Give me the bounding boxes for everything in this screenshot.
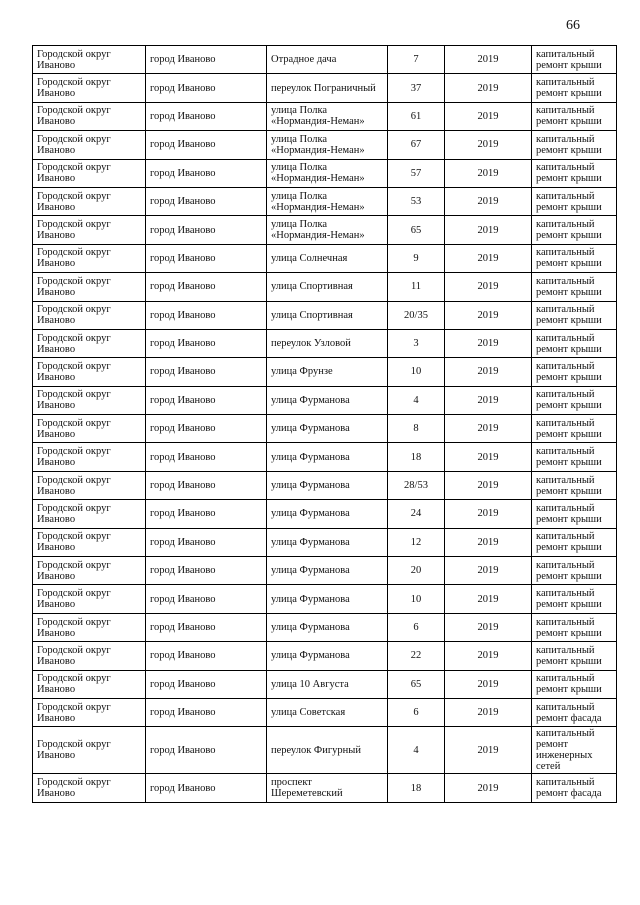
year-cell: 2019	[445, 74, 532, 102]
street-cell: улица Фурманова	[267, 415, 388, 443]
district-cell: Городской округ Иваново	[33, 329, 146, 357]
city-cell: город Иваново	[146, 471, 267, 499]
table-row	[33, 74, 617, 102]
year-cell: 2019	[445, 102, 532, 130]
house-number-cell: 12	[388, 528, 445, 556]
table-row	[33, 301, 617, 329]
table-row	[33, 415, 617, 443]
work-type-cell: капитальный ремонт крыши	[532, 329, 617, 357]
house-number-cell: 4	[388, 386, 445, 414]
work-type-cell: капитальный ремонт крыши	[532, 670, 617, 698]
house-number-cell: 10	[388, 585, 445, 613]
work-type-cell: капитальный ремонт крыши	[532, 386, 617, 414]
year-cell: 2019	[445, 500, 532, 528]
city-cell: город Иваново	[146, 642, 267, 670]
year-cell: 2019	[445, 329, 532, 357]
work-type-cell: капитальный ремонт крыши	[532, 131, 617, 159]
work-type-cell: капитальный ремонт крыши	[532, 102, 617, 130]
work-type-cell: капитальный ремонт крыши	[532, 358, 617, 386]
year-cell: 2019	[445, 613, 532, 641]
district-cell: Городской округ Иваново	[33, 386, 146, 414]
year-cell: 2019	[445, 471, 532, 499]
street-cell: улица Фурманова	[267, 528, 388, 556]
year-cell: 2019	[445, 557, 532, 585]
table-row	[33, 329, 617, 357]
table-row	[33, 557, 617, 585]
city-cell: город Иваново	[146, 74, 267, 102]
work-type-cell: капитальный ремонт крыши	[532, 528, 617, 556]
district-cell: Городской округ Иваново	[33, 131, 146, 159]
district-cell: Городской округ Иваново	[33, 46, 146, 74]
district-cell: Городской округ Иваново	[33, 774, 146, 802]
table-row	[33, 187, 617, 215]
work-type-cell: капитальный ремонт крыши	[532, 471, 617, 499]
street-cell: улица Фурманова	[267, 386, 388, 414]
street-cell: улица Полка «Нормандия-Неман»	[267, 102, 388, 130]
table-row	[33, 131, 617, 159]
work-type-cell: капитальный ремонт фасада	[532, 774, 617, 802]
year-cell: 2019	[445, 727, 532, 774]
city-cell: город Иваново	[146, 528, 267, 556]
table-row	[33, 102, 617, 130]
house-number-cell: 24	[388, 500, 445, 528]
house-number-cell: 65	[388, 216, 445, 244]
city-cell: город Иваново	[146, 727, 267, 774]
table-row	[33, 613, 617, 641]
house-number-cell: 7	[388, 46, 445, 74]
street-cell: улица Фурманова	[267, 642, 388, 670]
street-cell: улица Полка «Нормандия-Неман»	[267, 159, 388, 187]
table-row	[33, 670, 617, 698]
work-type-cell: капитальный ремонт крыши	[532, 613, 617, 641]
house-number-cell: 10	[388, 358, 445, 386]
city-cell: город Иваново	[146, 500, 267, 528]
house-number-cell: 57	[388, 159, 445, 187]
street-cell: улица Фурманова	[267, 613, 388, 641]
district-cell: Городской округ Иваново	[33, 273, 146, 301]
street-cell: улица Советская	[267, 698, 388, 726]
year-cell: 2019	[445, 131, 532, 159]
page-number: 66	[566, 18, 580, 33]
work-type-cell: капитальный ремонт крыши	[532, 642, 617, 670]
table-row	[33, 216, 617, 244]
work-type-cell: капитальный ремонт крыши	[532, 74, 617, 102]
work-type-cell: капитальный ремонт крыши	[532, 273, 617, 301]
work-type-cell: капитальный ремонт фасада	[532, 698, 617, 726]
year-cell: 2019	[445, 670, 532, 698]
city-cell: город Иваново	[146, 244, 267, 272]
city-cell: город Иваново	[146, 187, 267, 215]
work-type-cell: капитальный ремонт крыши	[532, 244, 617, 272]
house-number-cell: 6	[388, 698, 445, 726]
city-cell: город Иваново	[146, 557, 267, 585]
city-cell: город Иваново	[146, 585, 267, 613]
table-row	[33, 500, 617, 528]
district-cell: Городской округ Иваново	[33, 727, 146, 774]
district-cell: Городской округ Иваново	[33, 74, 146, 102]
district-cell: Городской округ Иваново	[33, 557, 146, 585]
table-row	[33, 386, 617, 414]
city-cell: город Иваново	[146, 698, 267, 726]
year-cell: 2019	[445, 528, 532, 556]
work-type-cell: капитальный ремонт крыши	[532, 557, 617, 585]
work-type-cell: капитальный ремонт крыши	[532, 443, 617, 471]
table-row	[33, 528, 617, 556]
house-number-cell: 4	[388, 727, 445, 774]
year-cell: 2019	[445, 216, 532, 244]
year-cell: 2019	[445, 46, 532, 74]
table-row	[33, 698, 617, 726]
year-cell: 2019	[445, 273, 532, 301]
table-row	[33, 159, 617, 187]
table-row	[33, 727, 617, 774]
district-cell: Городской округ Иваново	[33, 216, 146, 244]
table-row	[33, 443, 617, 471]
district-cell: Городской округ Иваново	[33, 244, 146, 272]
city-cell: город Иваново	[146, 443, 267, 471]
street-cell: улица Фурманова	[267, 443, 388, 471]
district-cell: Городской округ Иваново	[33, 102, 146, 130]
street-cell: улица Фурманова	[267, 557, 388, 585]
district-cell: Городской округ Иваново	[33, 301, 146, 329]
year-cell: 2019	[445, 244, 532, 272]
district-cell: Городской округ Иваново	[33, 613, 146, 641]
street-cell: переулок Фигурный	[267, 727, 388, 774]
table-row	[33, 273, 617, 301]
house-number-cell: 11	[388, 273, 445, 301]
house-number-cell: 53	[388, 187, 445, 215]
city-cell: город Иваново	[146, 216, 267, 244]
street-cell: переулок Узловой	[267, 329, 388, 357]
house-number-cell: 65	[388, 670, 445, 698]
house-number-cell: 37	[388, 74, 445, 102]
house-number-cell: 28/53	[388, 471, 445, 499]
district-cell: Городской округ Иваново	[33, 159, 146, 187]
city-cell: город Иваново	[146, 386, 267, 414]
table-row	[33, 471, 617, 499]
house-number-cell: 20	[388, 557, 445, 585]
work-type-cell: капитальный ремонт крыши	[532, 585, 617, 613]
street-cell: улица Полка «Нормандия-Неман»	[267, 131, 388, 159]
house-number-cell: 22	[388, 642, 445, 670]
district-cell: Городской округ Иваново	[33, 698, 146, 726]
city-cell: город Иваново	[146, 329, 267, 357]
house-number-cell: 8	[388, 415, 445, 443]
city-cell: город Иваново	[146, 301, 267, 329]
district-cell: Городской округ Иваново	[33, 443, 146, 471]
district-cell: Городской округ Иваново	[33, 187, 146, 215]
table-row	[33, 642, 617, 670]
district-cell: Городской округ Иваново	[33, 528, 146, 556]
district-cell: Городской округ Иваново	[33, 670, 146, 698]
district-cell: Городской округ Иваново	[33, 471, 146, 499]
work-type-cell: капитальный ремонт крыши	[532, 415, 617, 443]
table-row	[33, 244, 617, 272]
house-number-cell: 67	[388, 131, 445, 159]
work-type-cell: капитальный ремонт крыши	[532, 500, 617, 528]
year-cell: 2019	[445, 774, 532, 802]
repair-registry-table	[32, 45, 617, 803]
street-cell: улица Фурманова	[267, 585, 388, 613]
work-type-cell: капитальный ремонт инженерных сетей	[532, 727, 617, 774]
city-cell: город Иваново	[146, 131, 267, 159]
district-cell: Городской округ Иваново	[33, 585, 146, 613]
street-cell: улица Полка «Нормандия-Неман»	[267, 216, 388, 244]
table-body	[33, 46, 617, 803]
house-number-cell: 18	[388, 774, 445, 802]
city-cell: город Иваново	[146, 358, 267, 386]
year-cell: 2019	[445, 443, 532, 471]
city-cell: город Иваново	[146, 613, 267, 641]
year-cell: 2019	[445, 301, 532, 329]
work-type-cell: капитальный ремонт крыши	[532, 159, 617, 187]
house-number-cell: 6	[388, 613, 445, 641]
city-cell: город Иваново	[146, 159, 267, 187]
street-cell: переулок Пограничный	[267, 74, 388, 102]
city-cell: город Иваново	[146, 670, 267, 698]
work-type-cell: капитальный ремонт крыши	[532, 301, 617, 329]
year-cell: 2019	[445, 415, 532, 443]
street-cell: улица Фурманова	[267, 471, 388, 499]
street-cell: проспект Шереметевский	[267, 774, 388, 802]
table-row	[33, 585, 617, 613]
street-cell: улица Фурманова	[267, 500, 388, 528]
house-number-cell: 18	[388, 443, 445, 471]
house-number-cell: 20/35	[388, 301, 445, 329]
street-cell: улица Спортивная	[267, 273, 388, 301]
city-cell: город Иваново	[146, 415, 267, 443]
district-cell: Городской округ Иваново	[33, 415, 146, 443]
year-cell: 2019	[445, 358, 532, 386]
city-cell: город Иваново	[146, 273, 267, 301]
district-cell: Городской округ Иваново	[33, 358, 146, 386]
work-type-cell: капитальный ремонт крыши	[532, 216, 617, 244]
work-type-cell: капитальный ремонт крыши	[532, 46, 617, 74]
year-cell: 2019	[445, 698, 532, 726]
year-cell: 2019	[445, 585, 532, 613]
house-number-cell: 61	[388, 102, 445, 130]
street-cell: Отрадное дача	[267, 46, 388, 74]
district-cell: Городской округ Иваново	[33, 642, 146, 670]
year-cell: 2019	[445, 642, 532, 670]
street-cell: улица Спортивная	[267, 301, 388, 329]
year-cell: 2019	[445, 159, 532, 187]
table-row	[33, 358, 617, 386]
work-type-cell: капитальный ремонт крыши	[532, 187, 617, 215]
year-cell: 2019	[445, 386, 532, 414]
table-row	[33, 774, 617, 802]
city-cell: город Иваново	[146, 102, 267, 130]
year-cell: 2019	[445, 187, 532, 215]
city-cell: город Иваново	[146, 46, 267, 74]
street-cell: улица Фрунзе	[267, 358, 388, 386]
house-number-cell: 3	[388, 329, 445, 357]
house-number-cell: 9	[388, 244, 445, 272]
district-cell: Городской округ Иваново	[33, 500, 146, 528]
table-row	[33, 46, 617, 74]
city-cell: город Иваново	[146, 774, 267, 802]
street-cell: улица 10 Августа	[267, 670, 388, 698]
street-cell: улица Солнечная	[267, 244, 388, 272]
street-cell: улица Полка «Нормандия-Неман»	[267, 187, 388, 215]
